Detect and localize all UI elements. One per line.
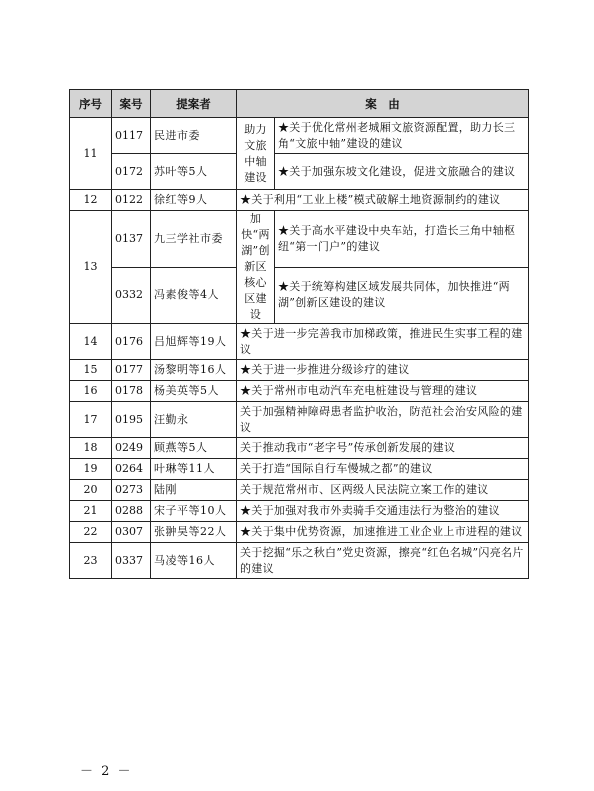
seq-cell: 18 <box>70 438 112 459</box>
proposer: 九三学社市委 <box>151 211 237 268</box>
reason: ★关于高水平建设中央车站，打造长三角中轴枢纽“第一门户”的建议 <box>275 211 529 268</box>
seq-cell: 13 <box>70 211 112 324</box>
reason: ★关于进一步推进分级诊疗的建议 <box>237 360 529 381</box>
table-row <box>70 324 529 360</box>
reason: 关于规范常州市、区两级人民法院立案工作的建议 <box>237 480 529 501</box>
reason: ★关于常州市电动汽车充电桩建设与管理的建议 <box>237 381 529 402</box>
reason: ★关于统筹构建区域发展共同体，加快推进“两湖”创新区建设的建议 <box>275 267 529 324</box>
case-number: 0137 <box>112 211 151 268</box>
proposer: 杨美英等5人 <box>151 381 237 402</box>
case-number: 0264 <box>112 459 151 480</box>
case-number: 0273 <box>112 480 151 501</box>
case-number: 0177 <box>112 360 151 381</box>
seq-cell: 22 <box>70 522 112 543</box>
proposer: 汪勤永 <box>151 402 237 438</box>
table-row <box>70 381 529 402</box>
topic-cell: 助力文旅中轴建设 <box>237 118 275 190</box>
case-number: 0337 <box>112 543 151 579</box>
case-number: 0307 <box>112 522 151 543</box>
proposer: 民进市委 <box>151 118 237 154</box>
table-row <box>70 459 529 480</box>
case-number: 0117 <box>112 118 151 154</box>
page-number: － 2 － <box>80 764 133 779</box>
proposer: 苏叶等5人 <box>151 154 237 190</box>
proposer: 叶琳等11人 <box>151 459 237 480</box>
reason: ★关于加强对我市外卖骑手交通违法行为整治的建议 <box>237 501 529 522</box>
proposer: 冯素俊等4人 <box>151 267 237 324</box>
table-row <box>70 480 529 501</box>
proposer: 顾燕等5人 <box>151 438 237 459</box>
header-num: 案号 <box>112 90 151 118</box>
seq-cell: 11 <box>70 118 112 190</box>
reason: 关于推动我市“老字号”传承创新发展的建议 <box>237 438 529 459</box>
proposer: 宋子平等10人 <box>151 501 237 522</box>
table-row <box>70 118 529 154</box>
table-row <box>70 522 529 543</box>
case-number: 0176 <box>112 324 151 360</box>
table-row <box>70 501 529 522</box>
seq-cell: 23 <box>70 543 112 579</box>
case-number: 0288 <box>112 501 151 522</box>
topic-cell: 加快“两湖”创新区核心区建设 <box>237 211 275 324</box>
reason: ★关于优化常州老城厢文旅资源配置，助力长三角“文旅中轴”建设的建议 <box>275 118 529 154</box>
case-number: 0195 <box>112 402 151 438</box>
reason: 关于加强精神障碍患者监护收治，防范社会治安风险的建议 <box>237 402 529 438</box>
reason: ★关于进一步完善我市加梯政策，推进民生实事工程的建议 <box>237 324 529 360</box>
case-number: 0122 <box>112 190 151 211</box>
proposer: 张翀昊等22人 <box>151 522 237 543</box>
proposer: 汤黎明等16人 <box>151 360 237 381</box>
seq-cell: 17 <box>70 402 112 438</box>
reason: 关于挖掘“乐之秋白”党史资源，擦亮“红色名城”闪亮名片的建议 <box>237 543 529 579</box>
reason: ★关于加强东坡文化建设，促进文旅融合的建议 <box>275 154 529 190</box>
proposer: 吕旭辉等19人 <box>151 324 237 360</box>
reason: 关于打造“国际自行车慢城之都”的建议 <box>237 459 529 480</box>
case-number: 0332 <box>112 267 151 324</box>
reason: ★关于集中优势资源，加速推进工业企业上市进程的建议 <box>237 522 529 543</box>
header-seq: 序号 <box>70 90 112 118</box>
header-reason: 案 由 <box>237 90 529 118</box>
header-proposer: 提案者 <box>151 90 237 118</box>
header-row <box>70 90 529 118</box>
table-row <box>70 438 529 459</box>
table-row <box>70 360 529 381</box>
seq-cell: 19 <box>70 459 112 480</box>
table-row <box>70 211 529 268</box>
table-row <box>70 154 529 190</box>
reason: ★关于利用“工业上楼”模式破解土地资源制约的建议 <box>237 190 529 211</box>
table-row <box>70 402 529 438</box>
proposer: 陆刚 <box>151 480 237 501</box>
case-number: 0178 <box>112 381 151 402</box>
seq-cell: 15 <box>70 360 112 381</box>
seq-cell: 14 <box>70 324 112 360</box>
case-number: 0172 <box>112 154 151 190</box>
seq-cell: 16 <box>70 381 112 402</box>
proposer: 徐红等9人 <box>151 190 237 211</box>
case-number: 0249 <box>112 438 151 459</box>
table-row <box>70 543 529 579</box>
seq-cell: 12 <box>70 190 112 211</box>
table-row <box>70 267 529 324</box>
proposer: 马凌等16人 <box>151 543 237 579</box>
proposal-table <box>69 89 529 579</box>
seq-cell: 20 <box>70 480 112 501</box>
seq-cell: 21 <box>70 501 112 522</box>
table-row <box>70 190 529 211</box>
